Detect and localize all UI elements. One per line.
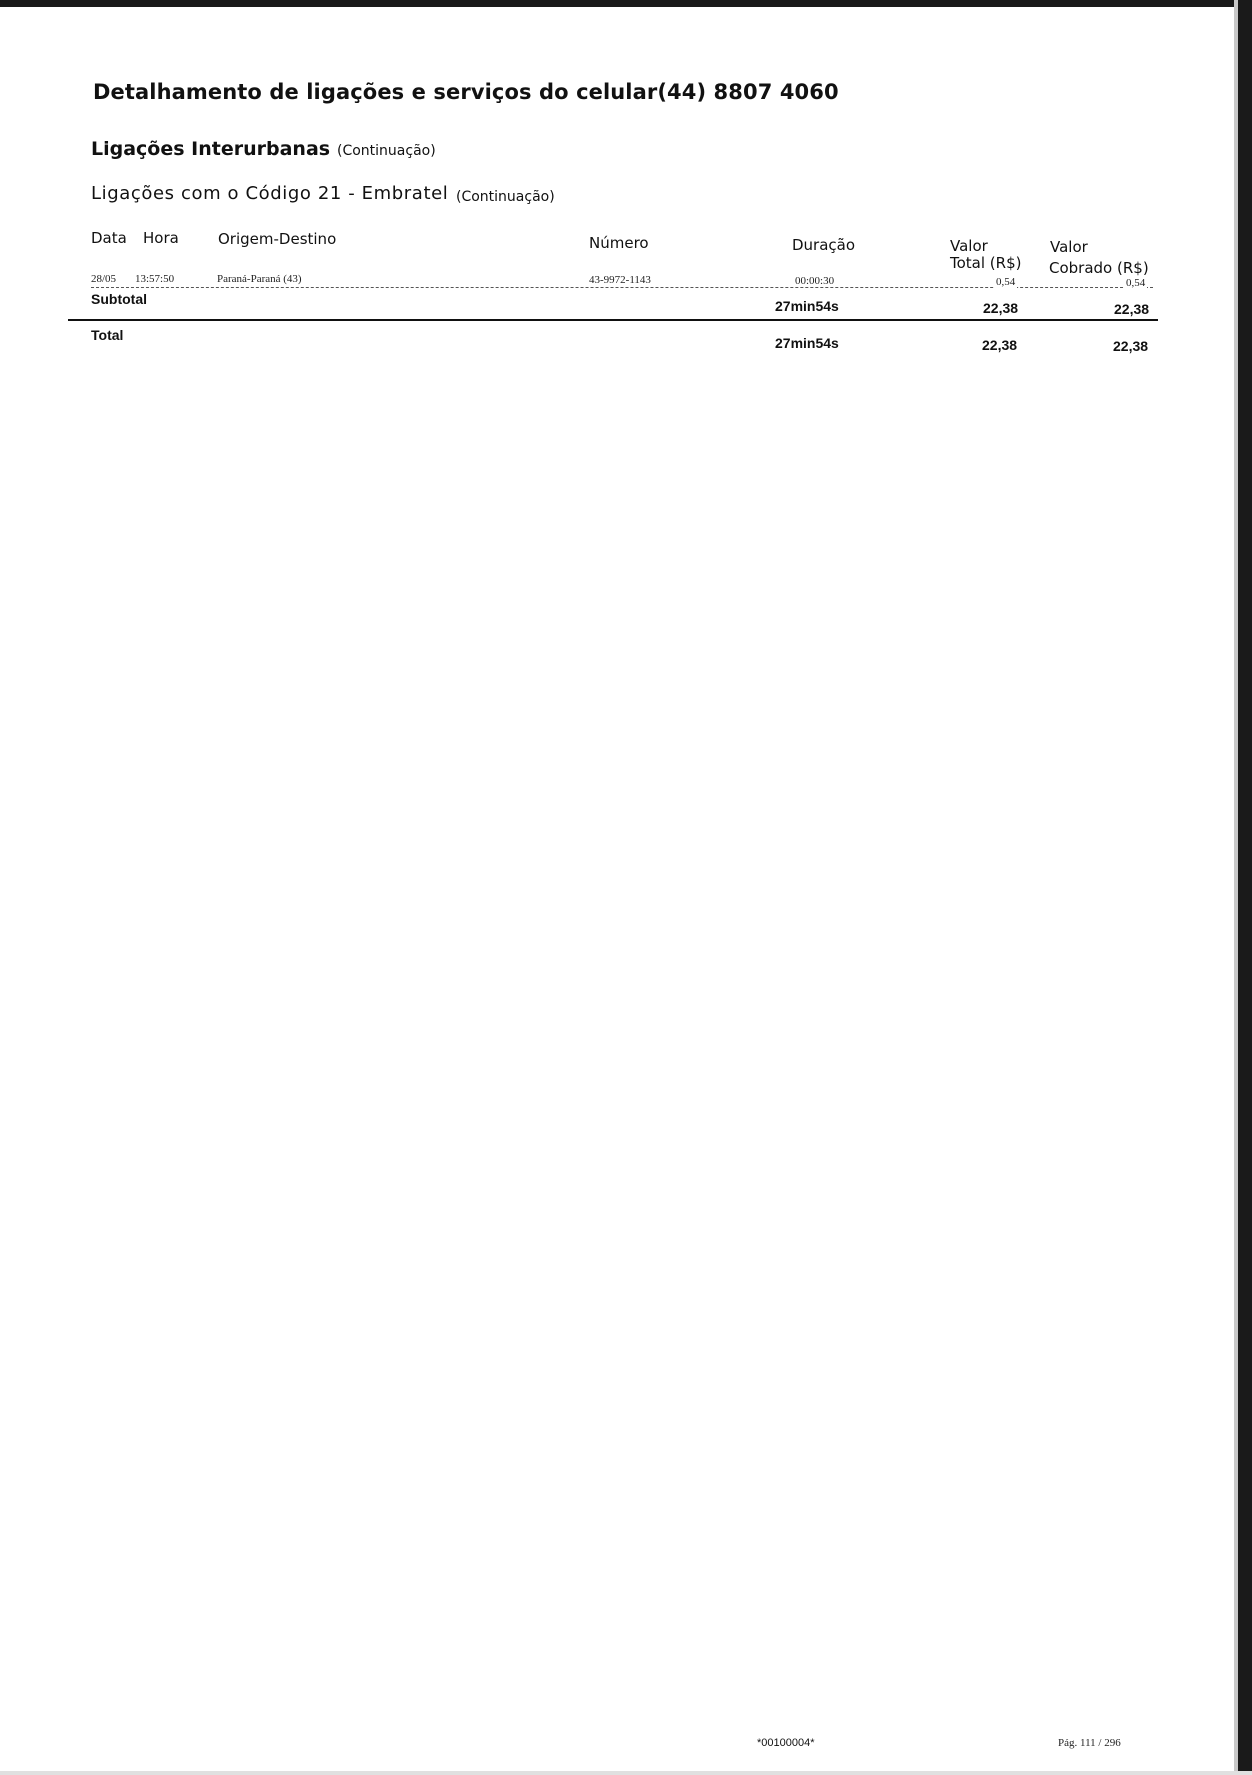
total-label: Total	[91, 327, 124, 343]
scan-bottom-edge	[0, 1771, 1252, 1775]
header-data: Data	[91, 229, 127, 247]
barcode-text: *00100004*	[757, 1737, 815, 1749]
scan-right-edge	[1238, 0, 1252, 1775]
total-duracao: 27min54s	[775, 335, 839, 351]
section-title: Ligações Interurbanas	[91, 138, 331, 160]
scan-top-edge	[0, 0, 1252, 7]
scan-right-shadow	[1234, 0, 1238, 1775]
subsection-title: Ligações com o Código 21 - Embratel	[91, 183, 449, 204]
header-valor-cobrado-line1: Valor	[1050, 238, 1088, 256]
page-title: Detalhamento de ligações e serviços do celular(44) 8807 4060	[93, 80, 839, 104]
header-origem-destino: Origem-Destino	[218, 230, 337, 248]
subtotal-label: Subtotal	[91, 291, 147, 307]
subtotal-valor-cobrado: 22,38	[1114, 301, 1150, 317]
row-origem-destino: Paraná-Paraná (43)	[217, 273, 302, 285]
header-hora: Hora	[143, 229, 179, 247]
subsection-note: (Continuação)	[456, 189, 555, 205]
header-duracao: Duração	[792, 236, 856, 254]
header-valor-total-line1: Valor	[950, 237, 988, 255]
header-numero: Número	[589, 234, 649, 252]
total-valor-cobrado: 22,38	[1113, 338, 1149, 354]
subtotal-duracao: 27min54s	[775, 298, 839, 314]
header-valor-cobrado-line2: Cobrado (R$)	[1049, 259, 1149, 277]
row-numero: 43-9972-1143	[589, 274, 651, 286]
row-valor-cobrado: 0,54	[1126, 277, 1146, 289]
section-note: (Continuação)	[337, 143, 436, 159]
row-hora: 13:57:50	[135, 273, 175, 285]
page-number: Pág. 111 / 296	[1058, 1737, 1121, 1749]
subtotal-valor-total: 22,38	[983, 300, 1019, 316]
total-valor-total: 22,38	[982, 337, 1018, 353]
header-valor-total-line2: Total (R$)	[950, 254, 1022, 272]
row-data: 28/05	[91, 273, 117, 285]
row-valor-total: 0,54	[996, 276, 1016, 288]
row-duracao: 00:00:30	[795, 275, 835, 287]
total-divider	[68, 319, 1158, 321]
